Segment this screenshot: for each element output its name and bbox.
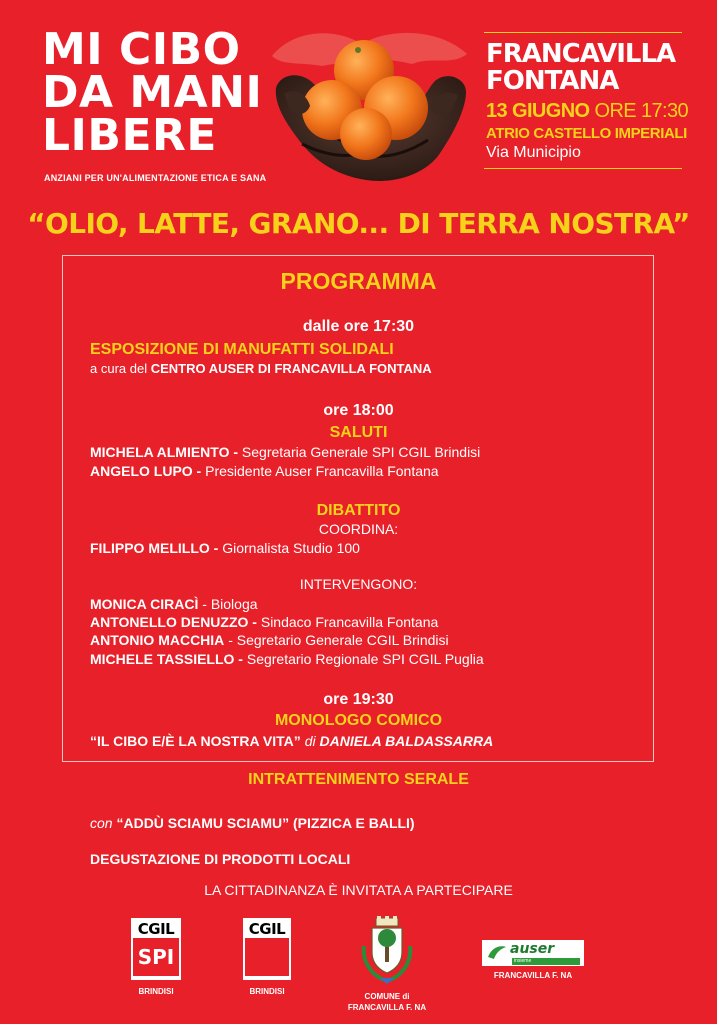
slot1-note-prefix: a cura del <box>90 361 148 376</box>
slot3-time: ore 19:30 <box>323 691 394 708</box>
person-row <box>90 463 439 479</box>
debate-title: DIBATTITO <box>316 502 401 519</box>
auser-tagline: insieme <box>512 958 580 965</box>
coord-label: COORDINA: <box>318 521 399 537</box>
person-name: MICHELA ALMIENTO - <box>90 444 239 460</box>
show-title: “IL CIBO E/È LA NOSTRA VITA” <box>90 733 301 749</box>
auser-swoosh-icon <box>486 943 508 963</box>
coat-of-arms-icon <box>358 916 416 986</box>
person-role: - Biologa <box>202 596 258 612</box>
slot3-title: MONOLOGO COMICO <box>274 712 443 729</box>
show-author: DANIELA BALDASSARRA <box>319 733 494 749</box>
invite-line: LA CITTADINANZA È INVITATA A PARTECIPARE <box>204 882 513 898</box>
person-row <box>90 632 449 648</box>
slot1-title: ESPOSIZIONE DI MANUFATTI SOLIDALI <box>90 341 394 358</box>
person-name: ANTONIO MACCHIA <box>90 632 225 648</box>
slot2-title: SALUTI <box>329 424 388 441</box>
person-row <box>90 540 360 556</box>
spi-text: SPI <box>133 938 179 976</box>
person-row <box>90 596 258 612</box>
tagline: “OLIO, LATTE, GRANO... DI TERRA NOSTRA” <box>27 207 690 240</box>
city-line-1: FRANCAVILLA <box>486 39 676 69</box>
person-name: ANTONELLO DENUZZO - <box>90 614 257 630</box>
show-line <box>90 733 493 749</box>
show-by: di <box>304 733 316 749</box>
event-time: ORE 17:30 <box>594 100 689 122</box>
tasting-line: DEGUSTAZIONE DI PRODOTTI LOCALI <box>90 851 351 867</box>
logo-label: FRANCAVILLA F. NA <box>347 1003 427 1012</box>
event-info <box>484 32 689 169</box>
cgil-spi-logo <box>131 918 181 980</box>
band-name: “ADDÙ SCIAMU SCIAMU” (PIZZICA E BALLI) <box>116 815 415 831</box>
logo-label: COMUNE di <box>364 992 410 1001</box>
logo-label: FRANCAVILLA F. NA <box>493 971 573 980</box>
hands-with-oranges-image <box>262 26 474 184</box>
event-datetime <box>486 100 689 123</box>
person-name: FILIPPO MELILLO - <box>90 540 219 556</box>
poster-title <box>42 24 263 161</box>
auser-brand: auser <box>510 941 555 957</box>
poster-subtitle: ANZIANI PER UN'ALIMENTAZIONE ETICA E SANA <box>44 173 267 183</box>
person-role: Sindaco Francavilla Fontana <box>260 614 439 630</box>
slot1-time: dalle ore 17:30 <box>302 318 415 335</box>
title-line-2: DA MANI <box>42 67 263 118</box>
band-line <box>90 815 415 831</box>
person-role: Segretaria Generale SPI CGIL Brindisi <box>241 444 481 460</box>
person-role: Segretario Regionale SPI CGIL Puglia <box>246 651 484 667</box>
person-role: - Segretario Generale CGIL Brindisi <box>228 632 449 648</box>
person-row <box>90 651 484 667</box>
slot2-time: ore 18:00 <box>323 402 394 419</box>
evening-title: INTRATTENIMENTO SERALE <box>248 771 469 788</box>
logo-label: BRINDISI <box>249 987 285 996</box>
logo-label: BRINDISI <box>138 987 174 996</box>
cgil-logo <box>243 918 291 980</box>
person-row <box>90 444 480 460</box>
band-con: con <box>90 815 113 831</box>
city-line-2: FONTANA <box>486 66 619 96</box>
person-role: Giornalista Studio 100 <box>222 540 360 556</box>
slot1-note <box>90 361 432 376</box>
program-heading: PROGRAMMA <box>280 268 437 294</box>
person-name: MONICA CIRACÌ <box>90 596 199 612</box>
person-role: Presidente Auser Francavilla Fontana <box>205 463 439 479</box>
cgil-red-block <box>245 938 289 976</box>
event-date: 13 GIUGNO <box>486 100 590 122</box>
cgil-text: CGIL <box>248 920 286 938</box>
event-street: Via Municipio <box>486 144 581 161</box>
slot1-note-org: CENTRO AUSER DI FRANCAVILLA FONTANA <box>150 361 432 376</box>
auser-logo <box>482 940 584 966</box>
title-line-1: MI CIBO <box>42 24 241 75</box>
cgil-text: CGIL <box>137 920 175 938</box>
title-line-3: LIBERE <box>42 110 217 161</box>
person-name: MICHELE TASSIELLO - <box>90 651 243 667</box>
event-venue: ATRIO CASTELLO IMPERIALI <box>486 125 687 142</box>
speakers-label: INTERVENGONO: <box>299 576 418 592</box>
person-name: ANGELO LUPO - <box>90 463 202 479</box>
person-row <box>90 614 438 630</box>
